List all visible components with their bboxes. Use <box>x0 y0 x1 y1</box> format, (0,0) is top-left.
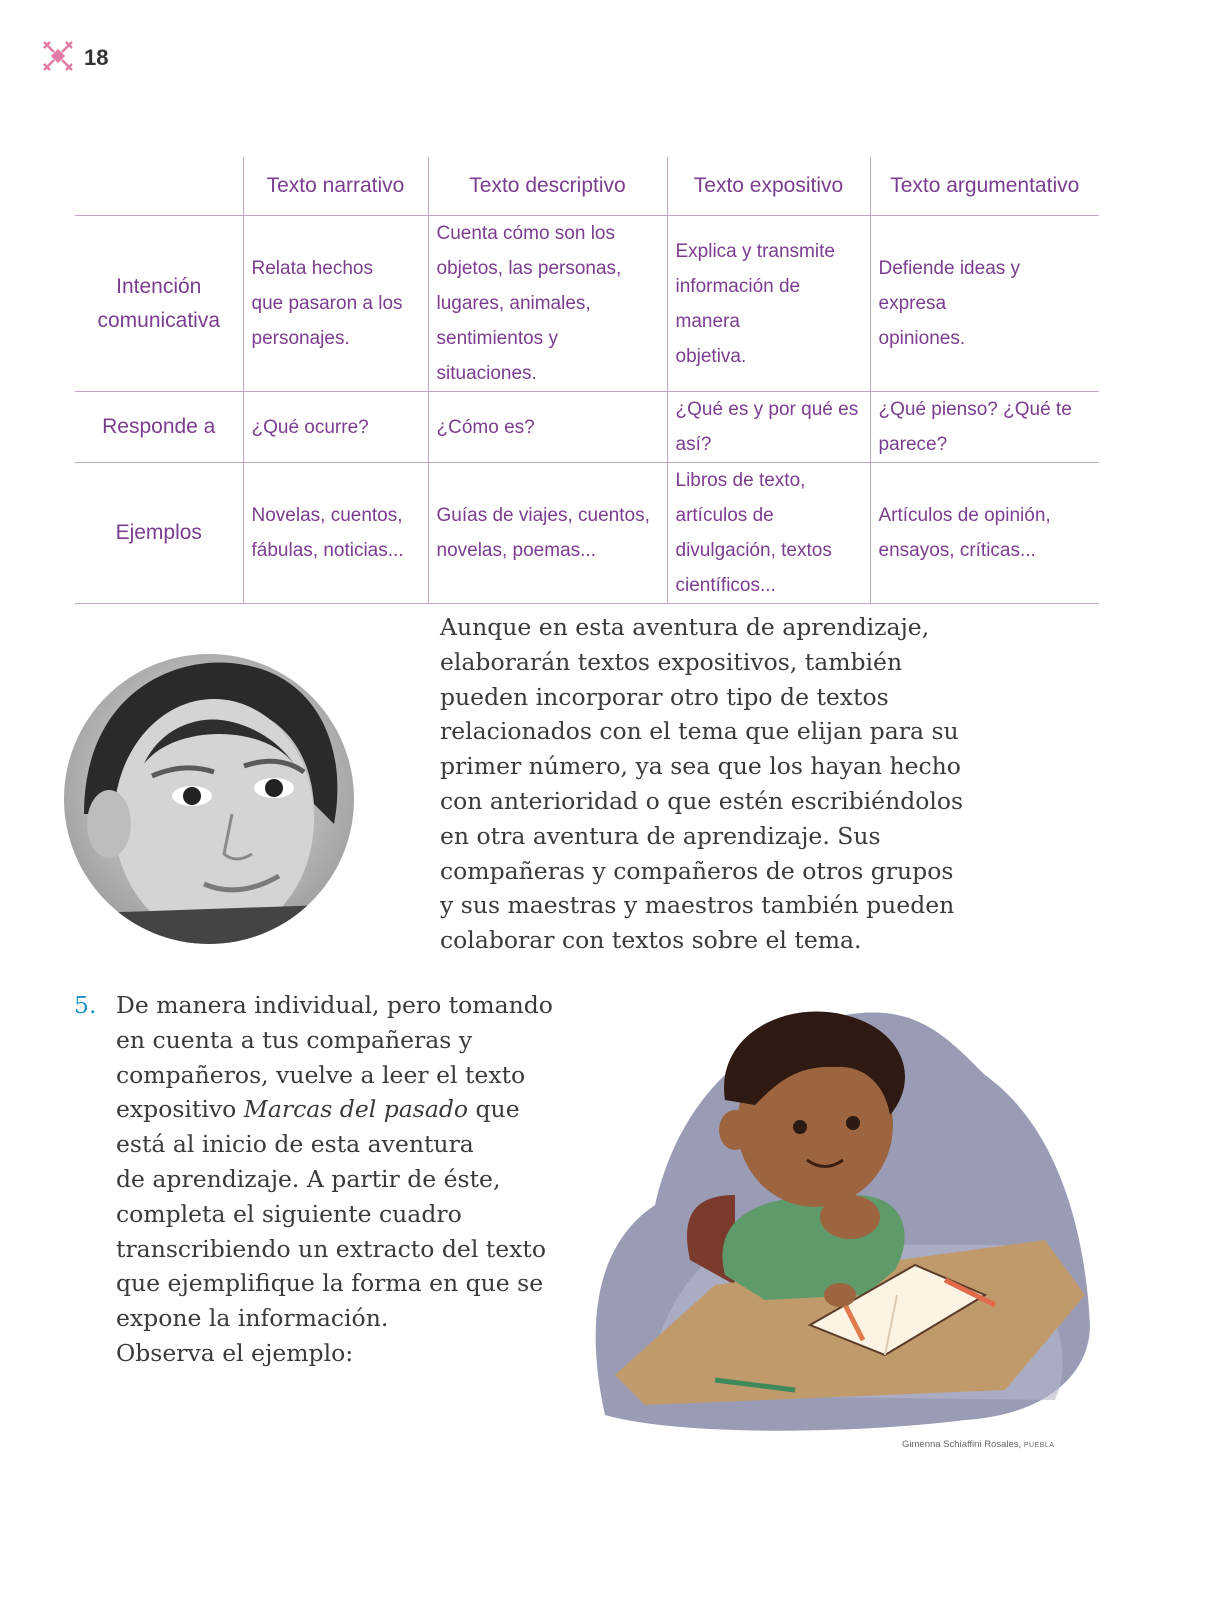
table-corner <box>75 157 243 216</box>
flower-ornament-icon <box>40 38 76 78</box>
book-title: Marcas del pasado <box>243 1095 469 1124</box>
table-cell: ¿Qué es y por qué es así? <box>667 392 870 463</box>
text-types-table <box>75 157 1099 604</box>
page-header <box>40 38 108 78</box>
table-cell: Novelas, cuentos, fábulas, noticias... <box>243 463 428 604</box>
table-row <box>75 216 1099 392</box>
table-cell: Cuenta cómo son los objetos, las personas, lugares, animales, sentimientos y situaciones. <box>428 216 667 392</box>
activity-item <box>74 988 594 1371</box>
boy-writing-illustration <box>585 995 1100 1435</box>
column-header: Texto descriptivo <box>428 157 667 216</box>
table-cell: Explica y transmite información de manera objetiva. <box>667 216 870 392</box>
table-row <box>75 392 1099 463</box>
table-row <box>75 463 1099 604</box>
row-header: Responde a <box>75 392 243 463</box>
table-cell: ¿Qué ocurre? <box>243 392 428 463</box>
intro-paragraph: Aunque en esta aventura de aprendizaje, elaborarán textos expositivos, también pueden incorporar otro tipo de textos relacionados con el tema que elijan para su primer número, ya sea que los hayan hecho con anterioridad o que estén escribiéndolos en otra aventura de aprendizaje. Sus compañeras y compañeros de otros grupos y sus maestras y maestros también pueden colaborar con textos sobre el tema. <box>440 613 964 955</box>
girl-portrait-photo <box>64 654 354 944</box>
table-cell: Guías de viajes, cuentos, novelas, poemas... <box>428 463 667 604</box>
column-header: Texto expositivo <box>667 157 870 216</box>
item-instructions: De manera individual, pero tomando en cuenta a tus compañeras y compañeros, vuelve a leer el texto expositivo Marcas del pasado que está al inicio de esta aventura de aprendizaje. A partir de éste, completa el siguiente cuadro transcribiendo un extracto del texto que ejemplifique la forma en que se expone la información. Observa el ejemplo: <box>116 991 553 1367</box>
table-cell: ¿Cómo es? <box>428 392 667 463</box>
page-number: 18 <box>84 45 109 70</box>
item-number: 5. <box>74 991 97 1019</box>
table-cell: Artículos de opinión, ensayos, críticas... <box>870 463 1099 604</box>
table-cell: Relata hechos que pasaron a los personajes. <box>243 216 428 392</box>
table-cell: Libros de texto, artículos de divulgación, textos científicos... <box>667 463 870 604</box>
row-header: Ejemplos <box>75 463 243 604</box>
table-cell: ¿Qué pienso? ¿Qué te parece? <box>870 392 1099 463</box>
column-header: Texto argumentativo <box>870 157 1099 216</box>
illustration-credit: Gimenna Schiaffini Rosales, PUEBLA <box>902 1439 1055 1450</box>
row-header: Intención comunicativa <box>75 216 243 392</box>
table-cell: Defiende ideas y expresa opiniones. <box>870 216 1099 392</box>
column-header: Texto narrativo <box>243 157 428 216</box>
